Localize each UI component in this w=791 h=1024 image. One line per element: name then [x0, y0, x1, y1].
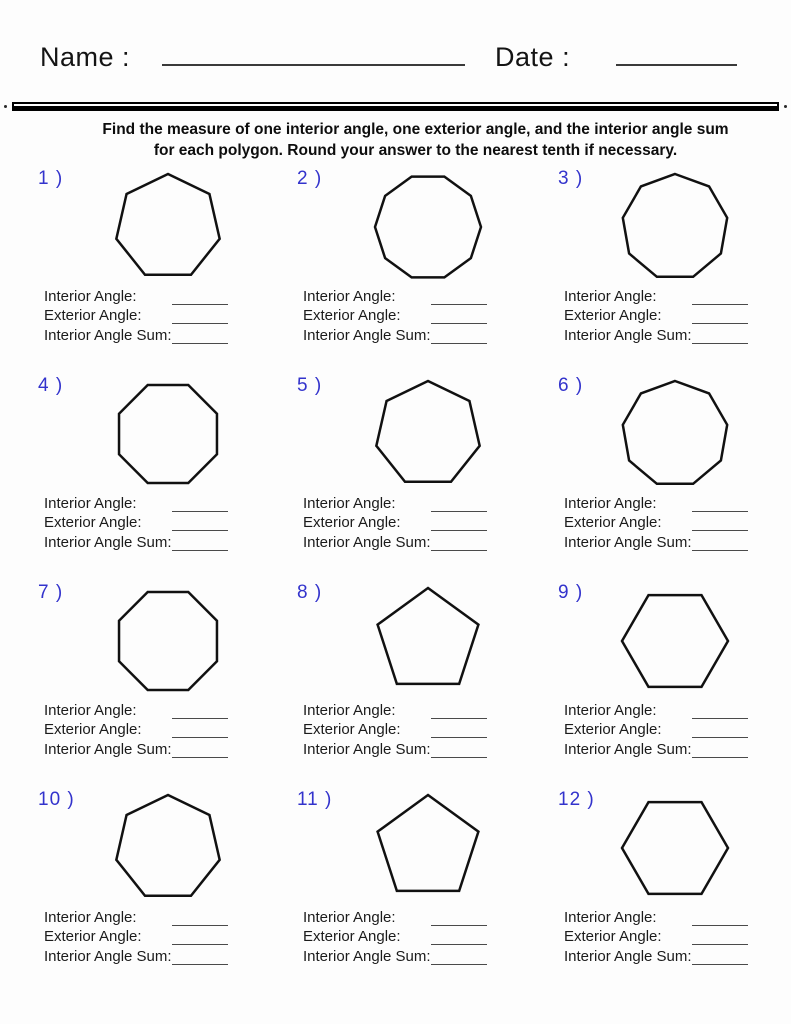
polygon-figure	[615, 170, 735, 284]
interior-angle-sum-row	[303, 531, 503, 551]
exterior-angle-row	[564, 305, 764, 325]
exterior-angle-label: Exterior Angle:	[303, 928, 401, 945]
interior-angle-row	[303, 285, 503, 305]
problem-number: 11 )	[297, 789, 333, 810]
problem-number: 3 )	[558, 168, 584, 189]
exterior-angle-blank[interactable]	[172, 929, 228, 945]
problem-number: 7 )	[38, 582, 64, 603]
interior-angle-row	[303, 492, 503, 512]
interior-angle-sum-blank[interactable]	[692, 742, 748, 758]
exterior-angle-label: Exterior Angle:	[44, 307, 142, 324]
polygon-figure	[108, 170, 228, 284]
interior-angle-label: Interior Angle:	[44, 494, 137, 512]
heptagon-shape	[376, 381, 479, 482]
problem-cell	[558, 581, 791, 788]
polygon-figure	[615, 791, 735, 905]
problem-cell	[297, 167, 558, 374]
interior-angle-sum-label: Interior Angle Sum:	[564, 326, 692, 344]
interior-angle-sum-blank[interactable]	[431, 742, 487, 758]
interior-angle-blank[interactable]	[692, 703, 748, 719]
interior-angle-sum-row	[44, 738, 244, 758]
hexagon-shape	[622, 802, 728, 894]
answer-block	[303, 285, 503, 344]
decagon-shape	[375, 177, 481, 278]
answer-block	[44, 906, 244, 965]
problem-number: 12 )	[558, 789, 595, 810]
exterior-angle-blank[interactable]	[172, 515, 228, 531]
interior-angle-sum-row	[303, 324, 503, 344]
answer-block	[303, 492, 503, 551]
interior-angle-sum-blank[interactable]	[692, 949, 748, 965]
interior-angle-blank[interactable]	[692, 496, 748, 512]
nonagon-shape	[622, 174, 726, 277]
problem-cell	[558, 788, 791, 995]
interior-angle-sum-row	[564, 531, 764, 551]
interior-angle-row	[564, 699, 764, 719]
problem-cell	[38, 581, 297, 788]
exterior-angle-blank[interactable]	[692, 929, 748, 945]
problem-number: 5 )	[297, 375, 323, 396]
interior-angle-blank[interactable]	[172, 496, 228, 512]
interior-angle-sum-label: Interior Angle Sum:	[564, 740, 692, 758]
polygon-figure	[368, 170, 488, 284]
interior-angle-sum-blank[interactable]	[692, 535, 748, 551]
exterior-angle-label: Exterior Angle:	[564, 514, 662, 531]
problem-number: 4 )	[38, 375, 64, 396]
polygon-figure	[615, 377, 735, 491]
interior-angle-row	[564, 492, 764, 512]
interior-angle-row	[303, 906, 503, 926]
interior-angle-sum-label: Interior Angle Sum:	[44, 533, 172, 551]
hexagon-shape	[622, 595, 728, 687]
answer-block	[303, 699, 503, 758]
interior-angle-label: Interior Angle:	[44, 701, 137, 719]
worksheet-header	[0, 0, 791, 74]
problem-cell	[297, 581, 558, 788]
interior-angle-sum-row	[303, 738, 503, 758]
problem-cell	[38, 374, 297, 581]
interior-angle-sum-row	[564, 324, 764, 344]
octagon-shape	[119, 385, 217, 483]
interior-angle-sum-blank[interactable]	[172, 535, 228, 551]
interior-angle-label: Interior Angle:	[564, 701, 657, 719]
name-input-line[interactable]	[162, 40, 465, 66]
interior-angle-blank[interactable]	[431, 289, 487, 305]
problem-number: 1 )	[38, 168, 64, 189]
interior-angle-sum-row	[44, 324, 244, 344]
exterior-angle-row	[44, 512, 244, 532]
exterior-angle-blank[interactable]	[172, 308, 228, 324]
interior-angle-blank[interactable]	[692, 289, 748, 305]
interior-angle-sum-blank[interactable]	[431, 535, 487, 551]
interior-angle-row	[44, 699, 244, 719]
problem-number: 8 )	[297, 582, 323, 603]
worksheet-instructions	[40, 120, 791, 161]
divider-left-dot	[4, 105, 7, 108]
interior-angle-row	[564, 906, 764, 926]
interior-angle-sum-blank[interactable]	[431, 949, 487, 965]
polygon-figure	[368, 584, 488, 698]
exterior-angle-blank[interactable]	[431, 929, 487, 945]
problem-cell	[38, 167, 297, 374]
exterior-angle-row	[564, 512, 764, 532]
interior-angle-row	[303, 699, 503, 719]
interior-angle-sum-label: Interior Angle Sum:	[303, 740, 431, 758]
exterior-angle-blank[interactable]	[431, 308, 487, 324]
interior-angle-sum-label: Interior Angle Sum:	[303, 947, 431, 965]
interior-angle-blank[interactable]	[431, 703, 487, 719]
answer-block	[303, 906, 503, 965]
interior-angle-sum-row	[564, 945, 764, 965]
pentagon-shape	[377, 795, 478, 891]
exterior-angle-row	[564, 719, 764, 739]
problem-number: 10 )	[38, 789, 75, 810]
exterior-angle-row	[303, 719, 503, 739]
interior-angle-sum-blank[interactable]	[431, 328, 487, 344]
interior-angle-sum-blank[interactable]	[172, 949, 228, 965]
interior-angle-blank[interactable]	[172, 910, 228, 926]
exterior-angle-row	[44, 719, 244, 739]
problem-cell	[38, 788, 297, 995]
exterior-angle-label: Exterior Angle:	[44, 514, 142, 531]
polygon-figure	[108, 377, 228, 491]
divider-rule	[12, 102, 779, 111]
interior-angle-sum-label: Interior Angle Sum:	[44, 947, 172, 965]
interior-angle-blank[interactable]	[172, 703, 228, 719]
problem-number: 9 )	[558, 582, 584, 603]
interior-angle-label: Interior Angle:	[303, 908, 396, 926]
exterior-angle-blank[interactable]	[692, 308, 748, 324]
interior-angle-blank[interactable]	[172, 289, 228, 305]
exterior-angle-blank[interactable]	[692, 722, 748, 738]
exterior-angle-row	[564, 926, 764, 946]
problem-cell	[558, 374, 791, 581]
interior-angle-blank[interactable]	[692, 910, 748, 926]
name-label: Name :	[40, 42, 131, 72]
interior-angle-row	[564, 285, 764, 305]
interior-angle-sum-row	[564, 738, 764, 758]
exterior-angle-blank[interactable]	[431, 722, 487, 738]
exterior-angle-label: Exterior Angle:	[564, 928, 662, 945]
instructions-line-1: Find the measure of one interior angle, one exterior angle, and the interior angle sum	[102, 121, 729, 138]
divider-right-dot	[784, 105, 787, 108]
exterior-angle-label: Exterior Angle:	[564, 721, 662, 738]
interior-angle-label: Interior Angle:	[564, 494, 657, 512]
answer-block	[44, 285, 244, 344]
answer-block	[564, 906, 764, 965]
interior-angle-sum-row	[44, 531, 244, 551]
exterior-angle-row	[44, 926, 244, 946]
interior-angle-sum-row	[44, 945, 244, 965]
exterior-angle-label: Exterior Angle:	[44, 928, 142, 945]
exterior-angle-label: Exterior Angle:	[564, 307, 662, 324]
nonagon-shape	[622, 381, 726, 484]
problem-cell	[297, 788, 558, 995]
exterior-angle-label: Exterior Angle:	[44, 721, 142, 738]
exterior-angle-label: Exterior Angle:	[303, 721, 401, 738]
interior-angle-row	[44, 492, 244, 512]
interior-angle-sum-label: Interior Angle Sum:	[564, 533, 692, 551]
problem-cell	[297, 374, 558, 581]
interior-angle-label: Interior Angle:	[44, 287, 137, 305]
date-label: Date :	[495, 42, 571, 72]
problem-number: 6 )	[558, 375, 584, 396]
date-input-line[interactable]	[616, 40, 737, 66]
interior-angle-sum-label: Interior Angle Sum:	[303, 326, 431, 344]
polygon-figure	[615, 584, 735, 698]
answer-block	[564, 699, 764, 758]
header-divider	[4, 102, 787, 111]
interior-angle-sum-label: Interior Angle Sum:	[564, 947, 692, 965]
exterior-angle-label: Exterior Angle:	[303, 514, 401, 531]
interior-angle-row	[44, 285, 244, 305]
problems-grid	[38, 167, 791, 995]
interior-angle-sum-blank[interactable]	[172, 742, 228, 758]
interior-angle-blank[interactable]	[431, 496, 487, 512]
heptagon-shape	[116, 174, 219, 275]
interior-angle-label: Interior Angle:	[564, 908, 657, 926]
pentagon-shape	[377, 588, 478, 684]
interior-angle-label: Interior Angle:	[303, 701, 396, 719]
exterior-angle-blank[interactable]	[692, 515, 748, 531]
interior-angle-blank[interactable]	[431, 910, 487, 926]
problem-cell	[558, 167, 791, 374]
octagon-shape	[119, 592, 217, 690]
exterior-angle-row	[303, 512, 503, 532]
answer-block	[564, 285, 764, 344]
polygon-figure	[108, 791, 228, 905]
interior-angle-sum-row	[303, 945, 503, 965]
exterior-angle-row	[303, 926, 503, 946]
exterior-angle-row	[44, 305, 244, 325]
interior-angle-sum-label: Interior Angle Sum:	[44, 740, 172, 758]
exterior-angle-label: Exterior Angle:	[303, 307, 401, 324]
interior-angle-sum-label: Interior Angle Sum:	[303, 533, 431, 551]
answer-block	[44, 492, 244, 551]
interior-angle-label: Interior Angle:	[44, 908, 137, 926]
exterior-angle-row	[303, 305, 503, 325]
instructions-line-2: for each polygon. Round your answer to the nearest tenth if necessary.	[153, 141, 678, 159]
interior-angle-label: Interior Angle:	[303, 494, 396, 512]
interior-angle-sum-label: Interior Angle Sum:	[44, 326, 172, 344]
polygon-figure	[108, 584, 228, 698]
heptagon-shape	[116, 795, 219, 896]
interior-angle-sum-blank[interactable]	[172, 328, 228, 344]
interior-angle-label: Interior Angle:	[303, 287, 396, 305]
answer-block	[44, 699, 244, 758]
polygon-figure	[368, 377, 488, 491]
answer-block	[564, 492, 764, 551]
problem-number: 2 )	[297, 168, 323, 189]
interior-angle-row	[44, 906, 244, 926]
interior-angle-sum-blank[interactable]	[692, 328, 748, 344]
exterior-angle-blank[interactable]	[431, 515, 487, 531]
interior-angle-label: Interior Angle:	[564, 287, 657, 305]
polygon-figure	[368, 791, 488, 905]
exterior-angle-blank[interactable]	[172, 722, 228, 738]
